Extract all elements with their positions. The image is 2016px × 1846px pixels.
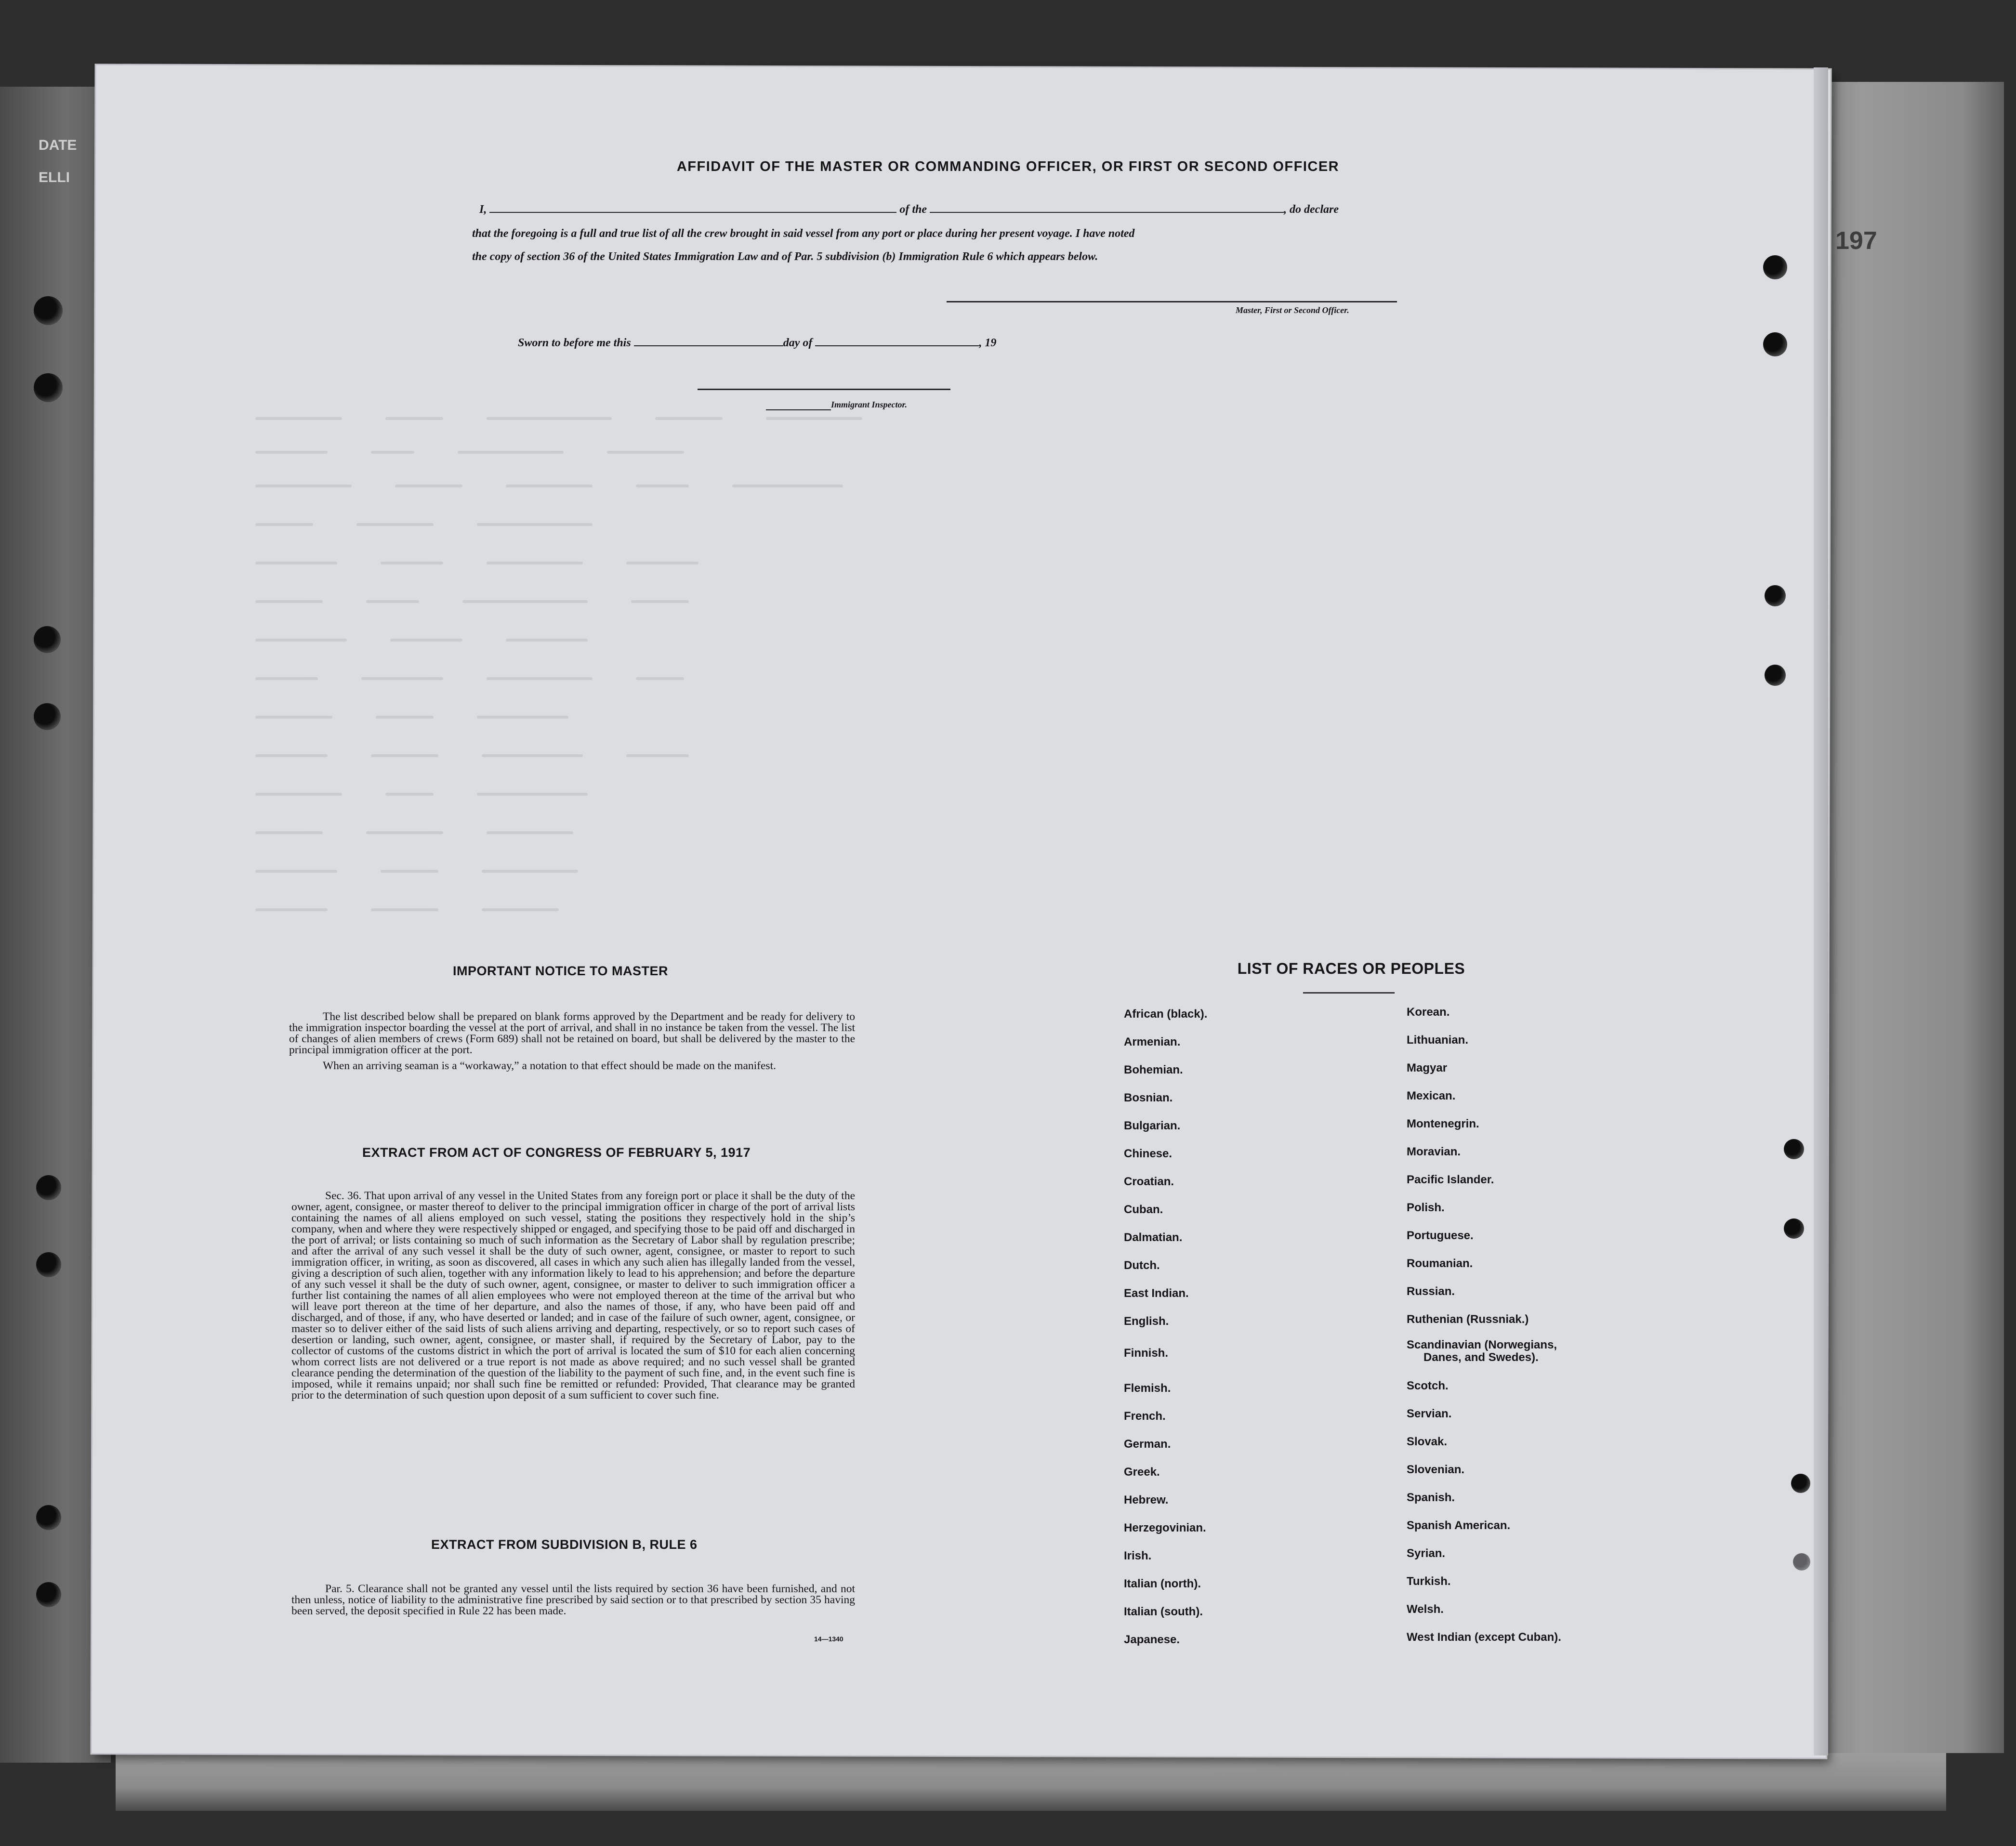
affidavit-i-label: I, — [479, 203, 487, 216]
race-item: Portuguese. — [1407, 1229, 1474, 1242]
race-item: Mexican. — [1407, 1089, 1456, 1102]
form-number: 14—1340 — [814, 1635, 843, 1643]
race-item: Russian. — [1407, 1285, 1455, 1298]
race-item: Flemish. — [1124, 1382, 1171, 1395]
punch-hole — [1765, 665, 1786, 686]
inspector-label: Immigrant Inspector. — [831, 400, 908, 409]
sworn-label: Sworn to before me this — [518, 337, 631, 349]
affidavit-statement-line1: that the foregoing is a full and true list of all the crew brought in said vessel from any port or place during her present voyage. I have noted — [472, 227, 1135, 240]
punch-hole — [36, 1252, 61, 1277]
page-stack-bottom-edge — [116, 1753, 1946, 1811]
race-item: African (black). — [1124, 1008, 1208, 1021]
margin-fragment-top: DATE — [39, 137, 77, 153]
race-item: Italian (north). — [1124, 1577, 1201, 1590]
race-item: Japanese. — [1124, 1633, 1180, 1646]
race-item: Greek. — [1124, 1466, 1160, 1479]
affidavit-vessel-label: of the — [899, 203, 927, 216]
race-item: Finnish. — [1124, 1347, 1168, 1360]
rule-extract-title: EXTRACT FROM SUBDIVISION B, RULE 6 — [431, 1537, 698, 1552]
act-section-36-text: Sec. 36. That upon arrival of any vessel in the United States from any foreign port or place it shall be the duty of the owner, agent, consignee, or master thereof to deliver to the principal immigration officer in charge of the port of arrival lists containing the names of all aliens employed on such vessel, stating the positions they respectively hold in the ship’s company, when and where they were respectively shipped or engaged, and specifying those to be paid off and discharged in the port of arrival; or lists containing so much of such information as the Secretary of Labor shall by regulation prescribe; and after the arrival of any such vessel it shall be the duty of such owner, agent, consignee, or master to report to such immigration officer, in writing, as soon as discovered, all cases in which any such alien has illegally landed from the vessel, giving a description of such alien, together with any information likely to lead to his apprehension; and before the departure of any such vessel it shall be the duty of such owner, agent, consignee, or master to deliver to such immigration officer a further list containing the names of all alien employees who were not employed thereon at the time of the arrival but who will leave port thereon at the time of her departure, and also the names of those, if any, who have been paid off and discharged, and of those, if any, who have deserted or landed; and in case of the failure of such owner, agent, consignee, or master so to deliver either of the said lists of such aliens arriving and departing, respectively, or so to report such cases of desertion or landing, such owner, agent, consignee, or master shall, if required by the Secretary of Labor, pay to the collector of customs of the customs district in which the port of arrival is located the sum of $10 for each alien concerning whom correct lists are not delivered or a true report is not made as above required; and no such vessel shall be granted clearance pending the determination of the question of the liability to the payment of such fine, and, in the event such fine is imposed, while it remains unpaid; nor shall such fine be remitted or refunded: Provided, That clearance may be granted prior to the determination of such question upon deposit of a sum sufficient to cover such fine. — [291, 1190, 855, 1401]
sworn-month-field[interactable] — [815, 345, 979, 346]
race-item: Danes, and Swedes). — [1423, 1351, 1539, 1364]
race-item: Armenian. — [1124, 1035, 1181, 1048]
act-extract-body — [291, 1191, 855, 1401]
race-item: Cuban. — [1124, 1203, 1163, 1216]
race-item: Irish. — [1124, 1549, 1152, 1562]
race-item: Roumanian. — [1407, 1257, 1473, 1270]
notice-paragraph-2: When an arriving seaman is a “workaway,” a notation to that effect should be made on the manifest. — [323, 1060, 776, 1072]
punch-hole — [1793, 1553, 1810, 1571]
inspector-signature-field[interactable] — [698, 389, 950, 390]
page-number-fragment: 197 — [1835, 227, 1877, 255]
punch-hole — [34, 703, 61, 730]
affidavit-declare-label: , do declare — [1284, 203, 1339, 216]
race-item: Dutch. — [1124, 1259, 1160, 1272]
master-name-field[interactable] — [489, 212, 896, 213]
race-item: Croatian. — [1124, 1175, 1174, 1188]
sworn-year-label: , 19 — [979, 337, 997, 349]
race-item: Bosnian. — [1124, 1091, 1173, 1104]
affidavit-statement-line2: the copy of section 36 of the United States Immigration Law and of Par. 5 subdivision (b) Immigration Rule 6 which appears below. — [472, 250, 1098, 263]
race-item: Scandinavian (Norwegians, — [1407, 1338, 1557, 1351]
affidavit-title: AFFIDAVIT OF THE MASTER OR COMMANDING OFFICER, OR FIRST OR SECOND OFFICER — [676, 159, 1340, 174]
punch-hole — [1765, 585, 1786, 606]
race-item: Ruthenian (Russniak.) — [1407, 1313, 1529, 1326]
punch-hole — [36, 1175, 61, 1200]
race-item: Italian (south). — [1124, 1605, 1203, 1618]
race-item: Pacific Islander. — [1407, 1173, 1494, 1186]
race-item: West Indian (except Cuban). — [1407, 1631, 1561, 1644]
punch-hole — [34, 626, 61, 653]
notice-body — [289, 1011, 855, 1072]
race-item: French. — [1124, 1410, 1166, 1423]
race-item: Moravian. — [1407, 1145, 1461, 1158]
race-item: Slovenian. — [1407, 1463, 1465, 1476]
master-signature-label: Master, First or Second Officer. — [1236, 305, 1349, 315]
race-item: German. — [1124, 1438, 1171, 1451]
race-item: Magyar — [1407, 1061, 1448, 1074]
margin-fragment-second: ELLI — [39, 170, 70, 185]
race-item: English. — [1124, 1315, 1169, 1328]
race-item: Lithuanian. — [1407, 1034, 1468, 1047]
vessel-name-field[interactable] — [930, 212, 1284, 213]
races-title-rule — [1303, 992, 1395, 994]
rule-extract-body — [291, 1584, 855, 1617]
races-title: LIST OF RACES OR PEOPLES — [1237, 960, 1465, 977]
race-item: Turkish. — [1407, 1575, 1451, 1588]
race-item: Montenegrin. — [1407, 1117, 1479, 1130]
act-extract-title: EXTRACT FROM ACT OF CONGRESS OF FEBRUARY 5, 1917 — [362, 1145, 751, 1160]
punch-hole — [36, 1505, 61, 1530]
punch-hole — [1763, 332, 1787, 356]
race-item: Spanish. — [1407, 1491, 1455, 1504]
race-item: Welsh. — [1407, 1603, 1444, 1616]
race-item: Scotch. — [1407, 1379, 1449, 1392]
underlying-page-edge — [1802, 82, 2004, 1753]
race-item: Polish. — [1407, 1201, 1445, 1214]
punch-hole — [1791, 1474, 1810, 1493]
punch-hole — [34, 296, 63, 325]
rule-par-5-text: Par. 5. Clearance shall not be granted any vessel until the lists required by section 36 have been furnished, and not then unless, notice of liability to the administrative fine prescribed by said section or to that prescribed by section 35 having been served, the deposit specified in Rule 22 has been made. — [291, 1583, 855, 1617]
punch-hole — [36, 1582, 61, 1607]
punch-hole — [1784, 1218, 1804, 1239]
inspector-label-rule — [766, 409, 831, 410]
race-item: Bulgarian. — [1124, 1119, 1181, 1132]
race-item: Chinese. — [1124, 1147, 1173, 1160]
race-item: Herzegovinian. — [1124, 1521, 1206, 1534]
sworn-line — [518, 337, 996, 350]
punch-hole — [1784, 1139, 1804, 1159]
punch-hole — [34, 373, 63, 402]
race-item: Slovak. — [1407, 1435, 1448, 1448]
race-item: Spanish American. — [1407, 1519, 1511, 1532]
race-item: East Indian. — [1124, 1287, 1189, 1300]
race-item: Syrian. — [1407, 1547, 1446, 1560]
sworn-day-field[interactable] — [634, 345, 783, 346]
race-item: Servian. — [1407, 1407, 1452, 1420]
master-signature-field[interactable] — [947, 301, 1397, 302]
sheet-right-edge — [1814, 67, 1828, 1755]
race-item: Dalmatian. — [1124, 1231, 1183, 1244]
race-item: Korean. — [1407, 1006, 1450, 1019]
notice-title: IMPORTANT NOTICE TO MASTER — [453, 964, 668, 978]
race-item: Bohemian. — [1124, 1063, 1183, 1076]
affidavit-declaration-line — [479, 203, 1339, 216]
notice-paragraph-1: The list described below shall be prepared on blank forms approved by the Department and be ready for delivery to the immigration inspector boarding the vessel at the port of arrival, and shall in no instance be taken from the vessel. The list of changes of alien members of crews (Form 689) shall not be retained on board, but shall be delivered by the master to the principal immigration officer at the port. — [289, 1010, 855, 1056]
punch-hole — [1763, 255, 1787, 279]
race-item: Hebrew. — [1124, 1493, 1169, 1506]
sworn-day-of-label: day of — [783, 337, 813, 349]
